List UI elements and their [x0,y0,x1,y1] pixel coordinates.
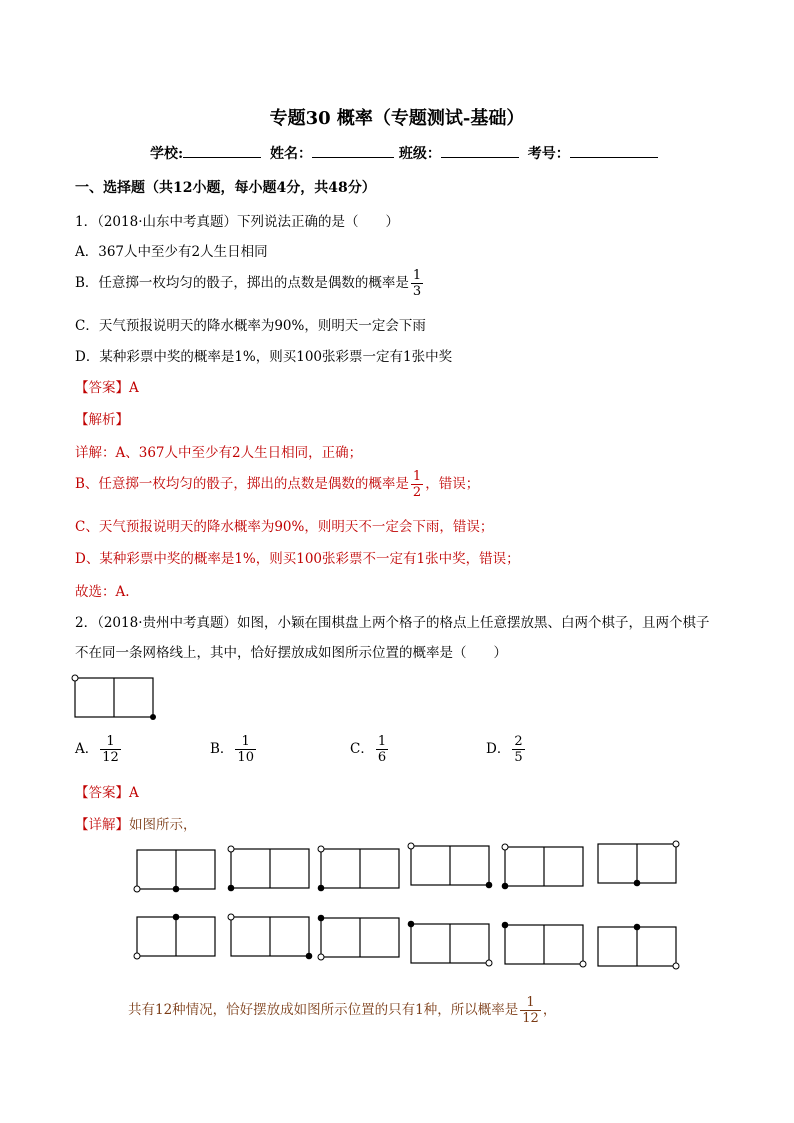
page-title: 专题30 概率（专题测试-基础） [269,108,525,129]
q1-detail-b-text: B、任意掷一枚均匀的骰子，掷出的点数是偶数的概率是 [75,476,409,492]
q2-detail-text: 如图所示， [129,817,197,833]
white-stone [673,963,679,969]
q1-detail-d: D、某种彩票中奖的概率是1%，则买100张彩票不一定有1张中奖，错误； [75,551,520,567]
q1-detail-label: 详解： [75,445,116,461]
q1-detail-a-text: A、367人中至少有2人生日相同，正确； [115,445,363,461]
white-stone [408,843,414,849]
white-stone [72,675,78,681]
q2-stem-line1: 2．（2018·贵州中考真题）如图，小颖在围棋盘上两个格子的格点上任意摆放黑、白两个棋子，且两个棋子 [75,615,710,631]
section-heading: 一、选择题（共12小题，每小题4分，共48分） [75,180,376,196]
q1-option-c: C．天气预报说明天的降水概率为90%，则明天一定会下雨 [75,318,426,334]
q2-option-b[interactable]: B． $\frac{1}{10}$ [210,734,254,765]
class-label: 班级： [398,146,441,162]
white-stone [228,914,234,920]
q2-option-c-fraction: $\frac{1}{6}$ [377,734,387,765]
q1-detail-b-post: ，错误； [425,476,480,492]
q1-option-d: D．某种彩票中奖的概率是1%，则买100张彩票一定有1张中奖 [75,349,453,365]
q1-option-a: A．367人中至少有2人生日相同 [75,244,268,260]
black-stone [486,882,493,889]
q2-answer: 【答案】A [75,785,139,801]
q1-detail-c: C、天气预报说明天的降水概率为90%，则明天不一定会下雨，错误； [75,519,494,535]
q2-option-d[interactable]: D． $\frac{2}{5}$ [486,734,523,765]
white-stone [134,953,140,959]
q2-solution-grids [134,841,679,969]
white-stone [228,846,234,852]
white-stone [502,844,508,850]
q2-detail-label: 【详解】 [75,817,129,833]
q2-summary-fraction: $\frac{1}{12}$ [522,995,539,1026]
white-stone [318,846,324,852]
exam-no-label: 考号： [527,146,570,162]
black-stone [318,885,325,892]
black-stone [173,914,180,921]
black-stone [228,885,235,892]
q2-detail [75,813,197,833]
white-stone [673,841,679,847]
black-stone [408,921,415,928]
name-label: 姓名： [270,146,313,162]
q2-option-c[interactable]: C． $\frac{1}{6}$ [350,734,387,765]
q2-stem-line2: 不在同一条网格线上，其中，恰好摆放成如图所示位置的概率是（ ） [75,645,507,661]
q2-option-b-fraction: $\frac{1}{10}$ [237,734,254,765]
white-stone [134,886,140,892]
q1-option-b-fraction: $\frac{1}{3}$ [412,268,422,299]
black-stone [502,883,509,890]
school-label: 学校: [150,146,184,162]
white-stone [318,954,324,960]
q2-question-figure [72,675,156,720]
black-stone [306,953,313,960]
black-stone [634,880,641,887]
q2-option-a[interactable]: A． $\frac{1}{12}$ [75,734,119,765]
q2-option-a-fraction: $\frac{1}{12}$ [102,734,119,765]
q1-detail-b-fraction: $\frac{1}{2}$ [412,469,422,500]
q2-option-d-fraction: $\frac{2}{5}$ [514,734,523,765]
white-stone [486,960,492,966]
q2-summary-text: 共有12种情况，恰好摆放成如图所示位置的只有1种，所以概率是 [128,1002,519,1018]
q1-conclusion: 故选：A. [75,584,130,600]
q1-stem: 1．（2018·山东中考真题）下列说法正确的是（ ） [75,214,399,230]
q1-option-b-text: B．任意掷一枚均匀的骰子，掷出的点数是偶数的概率是 [75,275,409,291]
white-stone [580,961,586,967]
black-stone [318,915,325,922]
black-stone [150,714,156,720]
q1-answer: 【答案】A [75,380,139,396]
q2-summary: 共有12种情况，恰好摆放成如图所示位置的只有1种，所以概率是 $\frac{1}{12}$ ， [128,995,557,1026]
q1-analysis-label: 【解析】 [75,412,129,428]
black-stone [502,922,509,929]
black-stone [634,924,641,931]
black-stone [173,886,180,893]
